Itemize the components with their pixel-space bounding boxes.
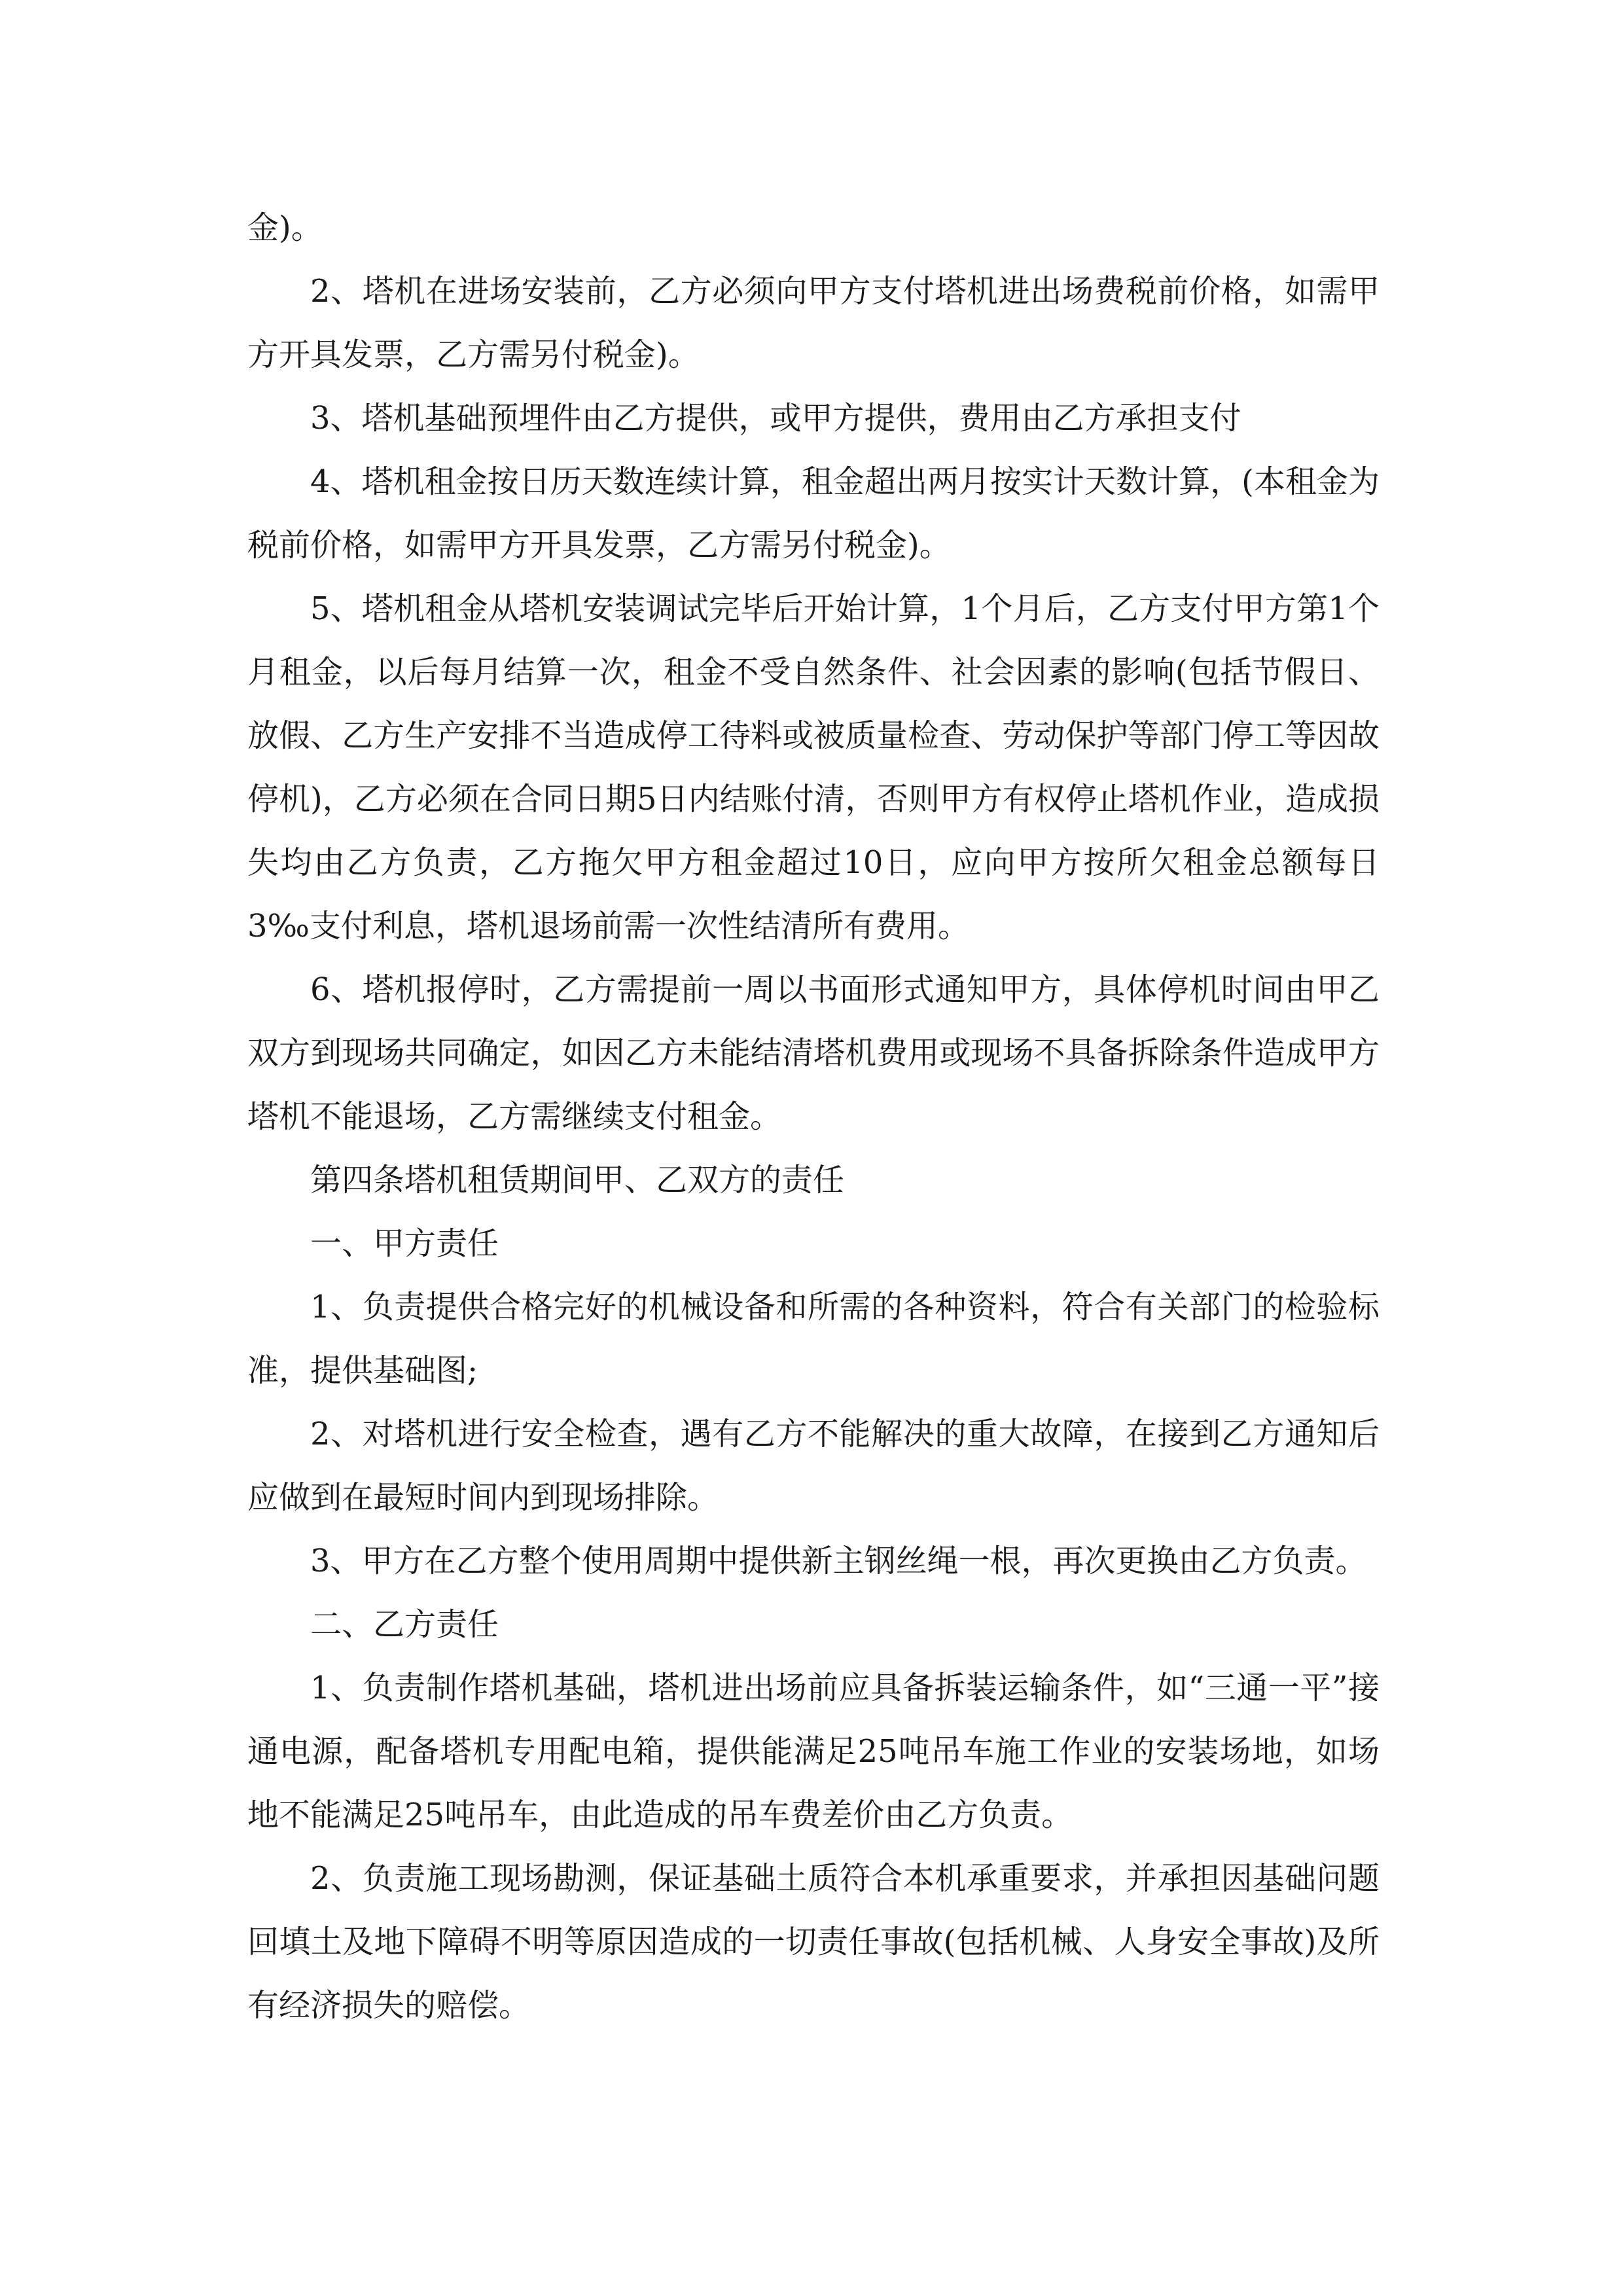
paragraph-clause-6: 6、塔机报停时，乙方需提前一周以书面形式通知甲方，具体停机时间由甲乙双方到现场共同确定，如因乙方未能结清塔机费用或现场不具备拆除条件造成甲方塔机不能退场，乙方需继续支付租金。 bbox=[247, 971, 1380, 1135]
subheading-party-a: 一、甲方责任 bbox=[310, 1225, 499, 1262]
paragraph-party-a-2: 2、对塔机进行安全检查，遇有乙方不能解决的重大故障，在接到乙方通知后应做到在最短时间内到现场排除。 bbox=[247, 1416, 1380, 1516]
document-body bbox=[247, 196, 1380, 2037]
paragraph-clause-3: 3、塔机基础预埋件由乙方提供，或甲方提供，费用由乙方承担支付 bbox=[310, 400, 1241, 437]
section-heading-article-4: 第四条塔机租赁期间甲、乙双方的责任 bbox=[310, 1162, 845, 1198]
paragraph-party-b-1: 1、负责制作塔机基础，塔机进出场前应具备拆装运输条件，如“三通一平”接通电源，配备塔机专用配电箱，提供能满足25吨吊车施工作业的安装场地，如场地不能满足25吨吊车，由此造成的吊车费差价由乙方负责。 bbox=[247, 1670, 1380, 1833]
paragraph-party-b-2: 2、负责施工现场勘测，保证基础土质符合本机承重要求，并承担因基础问题回填土及地下障碍不明等原因造成的一切责任事故(包括机械、人身安全事故)及所有经济损失的赔偿。 bbox=[247, 1860, 1380, 2024]
paragraph-party-a-1: 1、负责提供合格完好的机械设备和所需的各种资料，符合有关部门的检验标准，提供基础图; bbox=[247, 1289, 1380, 1389]
paragraph-clause-5: 5、塔机租金从塔机安装调试完毕后开始计算，1个月后，乙方支付甲方第1个月租金，以后每月结算一次，租金不受自然条件、社会因素的影响(包括节假日、放假、乙方生产安排不当造成停工待料或被质量检查、劳动保护等部门停工等因故停机)，乙方必须在合同日期5日内结账付清，否则甲方有权停止塔机作业，造成损失均由乙方负责，乙方拖欠甲方租金超过10日，应向甲方按所欠租金总额每日3‰支付利息，塔机退场前需一次性结清所有费用。 bbox=[247, 590, 1380, 944]
paragraph-party-a-3: 3、甲方在乙方整个使用周期中提供新主钢丝绳一根，再次更换由乙方负责。 bbox=[310, 1543, 1367, 1579]
paragraph-clause-2: 2、塔机在进场安装前，乙方必须向甲方支付塔机进出场费税前价格，如需甲方开具发票，乙方需另付税金)。 bbox=[247, 273, 1380, 373]
subheading-party-b: 二、乙方责任 bbox=[310, 1606, 499, 1643]
paragraph-clause-4: 4、塔机租金按日历天数连续计算，租金超出两月按实计天数计算，(本租金为税前价格，如需甲方开具发票，乙方需另付税金)。 bbox=[247, 463, 1380, 564]
paragraph-continuation: 金)。 bbox=[247, 209, 323, 246]
